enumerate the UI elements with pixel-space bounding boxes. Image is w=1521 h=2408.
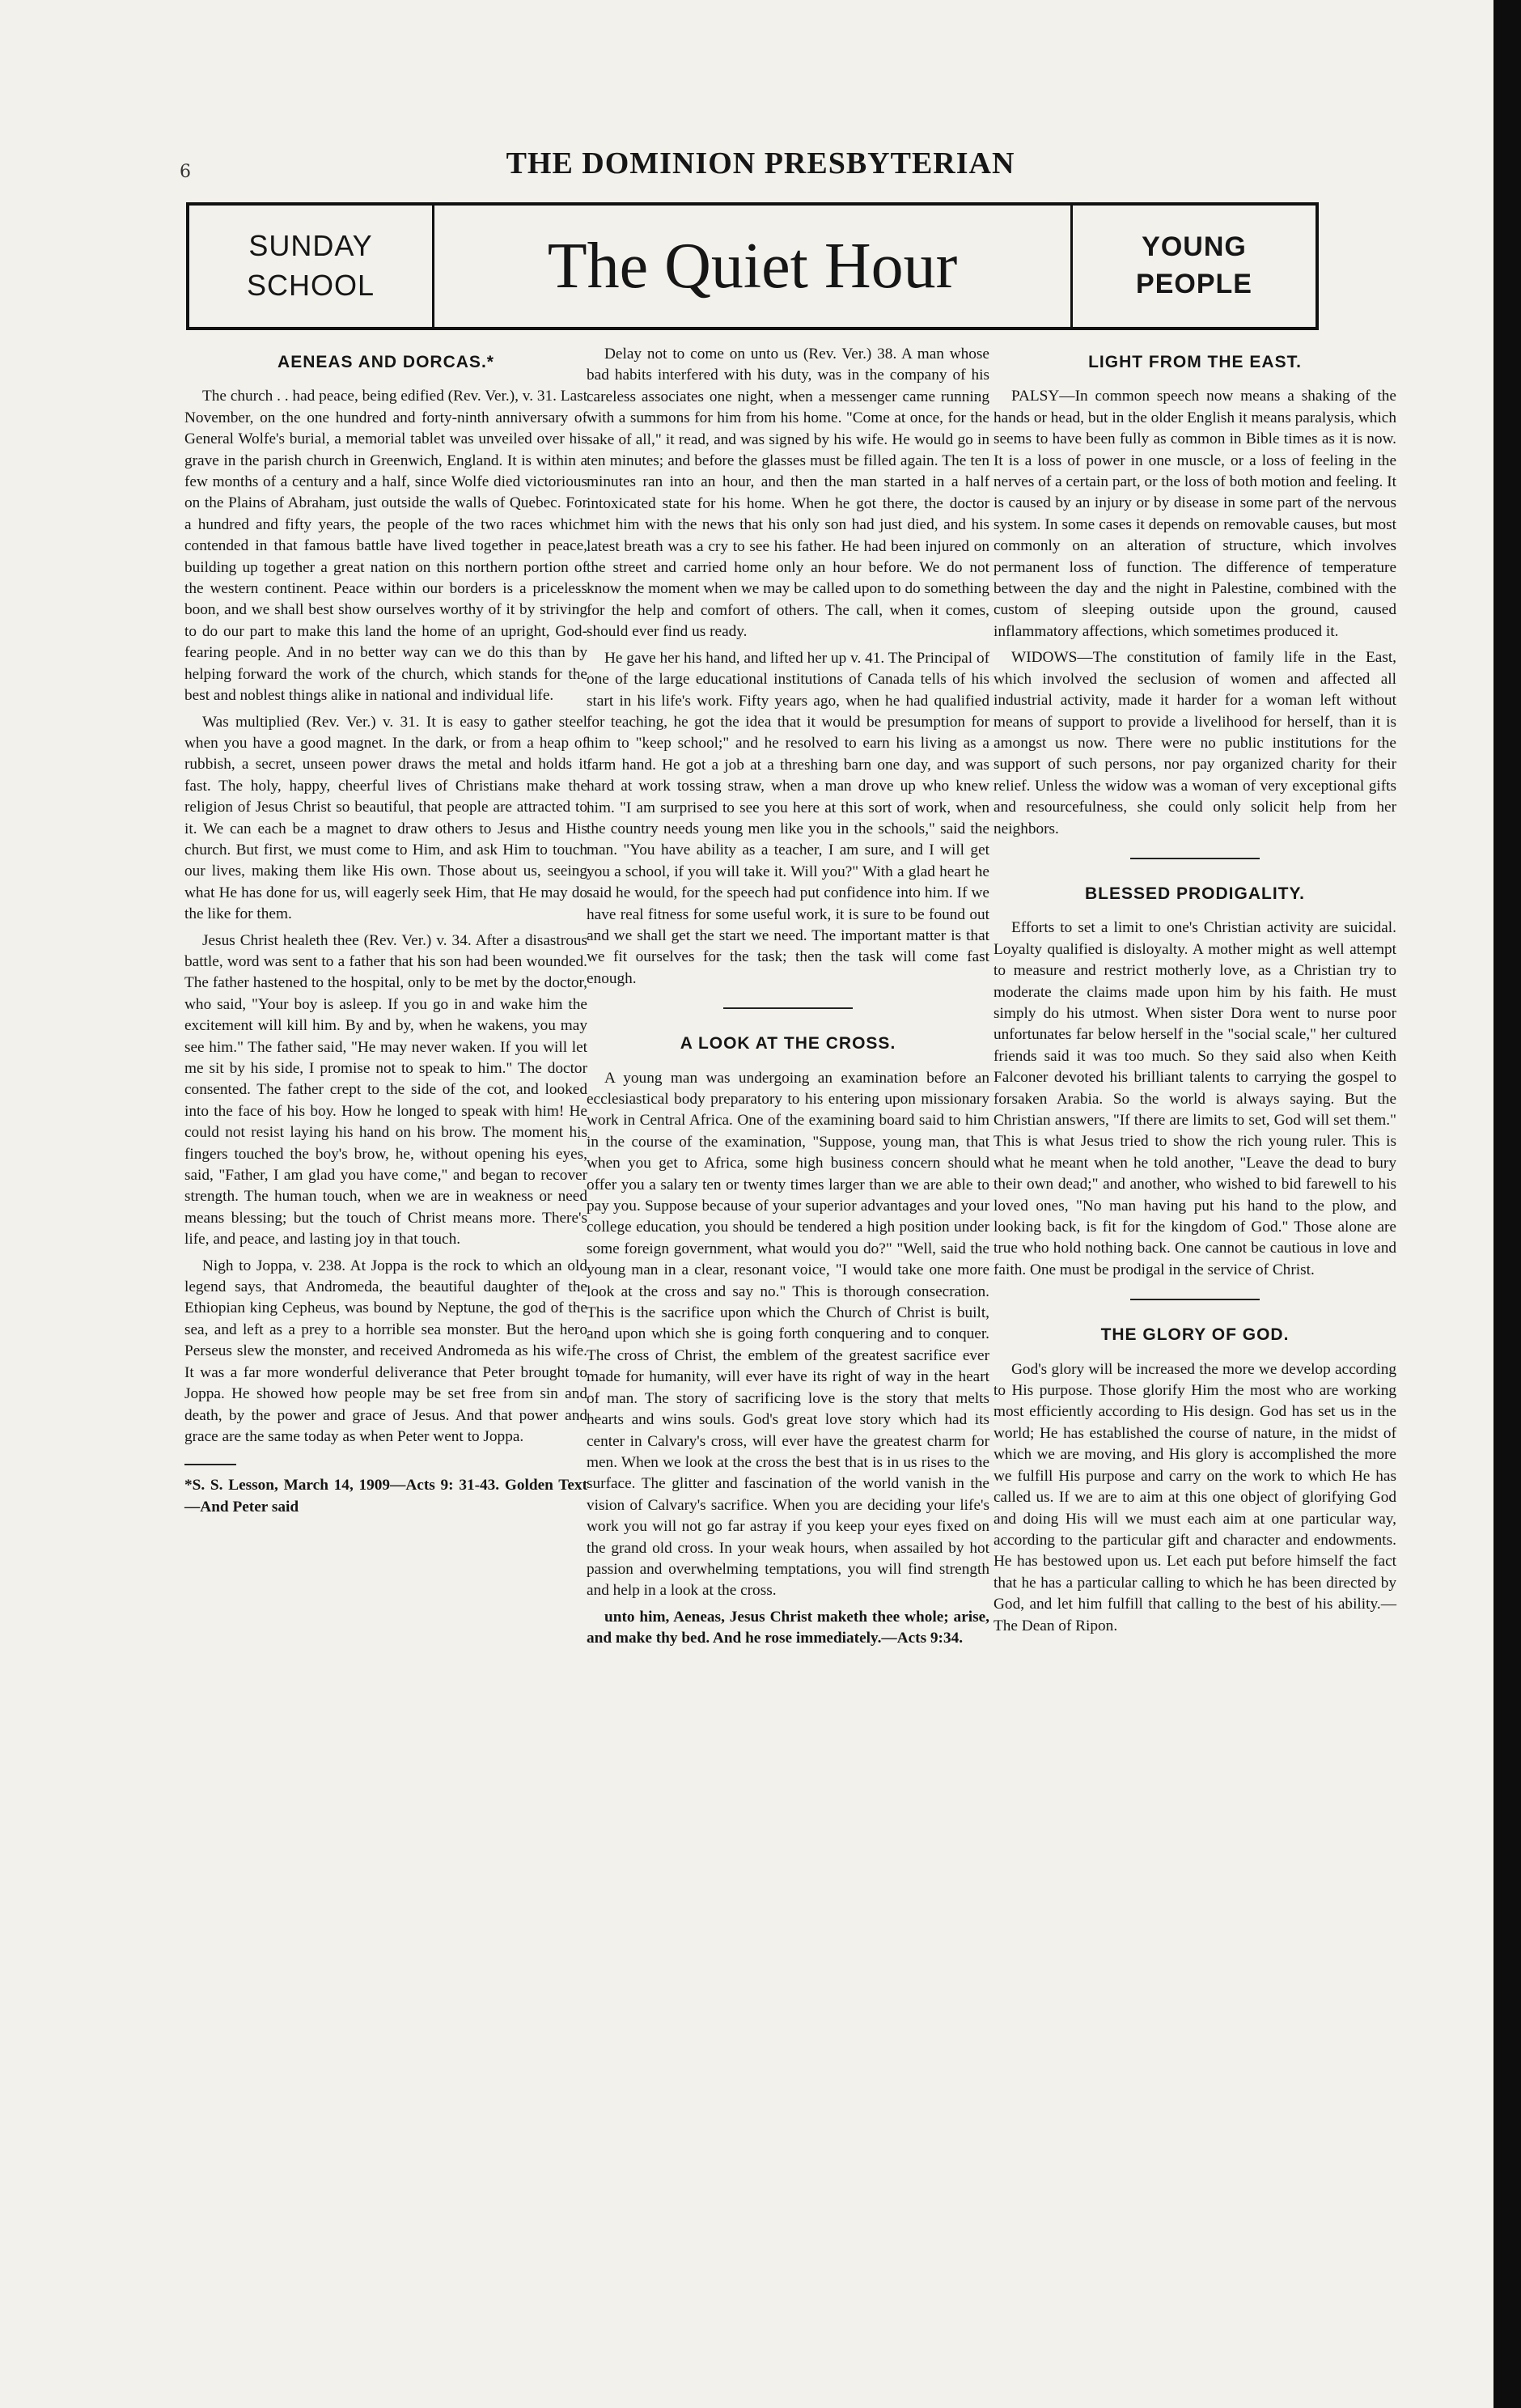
- article-paragraph: A young man was undergoing an examination before an ecclesiastical body preparatory to his entering upon missionary work in Central Africa. One of the examining board said to him in the course of the examination, "Suppose, young man, that when you get to Africa, some high business concern should offer you a salary ten or twenty times larger than we are able to pay you. Suppose because of your superior advantages and your college education, you should be tendered a high position under some foreign government, what would you do?" "Well, said the young man in a clear, resonant voice, "I would take one more look at the cross and say no." This is thorough consecration. This is the sacrifice upon which the Church of Christ is built, and upon which she is going forth conquering and to conquer. The cross of Christ, the emblem of the greatest sacrifice ever made for humanity, will ever have its right of way in the heart of man. The story of sacrificing love is the story that melts hearts and wins souls. God's great love story which had its center in Calvary's cross, will ever have the greatest charm for men. When we look at the cross the best that is in us rises to the surface. The glitter and fascination of the world vanish in the vision of Calvary's sacrifice. When you are deciding your life's work you will not go far astray if you keep your eyes fixed on the grand old cross. In your weak hours, when assailed by hot passion and overwhelming temptations, you will find strength and help in a look at the cross.: [587, 1069, 989, 1600]
- column-1: [184, 344, 587, 1523]
- footnote-rule: [184, 1464, 236, 1465]
- section-divider: [1130, 858, 1260, 859]
- article-paragraph: God's glory will be increased the more we develop according to His purpose. Those glorify Him the most who are working most efficiently according to His design. God has set us in the world; He has established the course of nature, in the midst of which we are moving, and His glory is accomplished the more we fulfill His purpose and carry on the work to which He has called us. If we are to aim at this one object of glorifying God and doing His will we must each aim at one particular way, according to the particular gift and character and endowments. He has bestowed upon us. Let each put before himself the fact that he has a particular calling to which he has been directed by God, and let him fulfill that calling to the best of his ability.—The Dean of Ripon.: [994, 1360, 1396, 1634]
- article-title-glory: THE GLORY OF GOD.: [1100, 1325, 1290, 1345]
- lesson-footnote-continued: unto him, Aeneas, Jesus Christ maketh thee whole; arise, and make thy bed. And he rose immediately.—Acts 9:34.: [587, 1608, 989, 1647]
- lesson-footnote: *S. S. Lesson, March 14, 1909—Acts 9: 31-43. Golden Text—And Peter said: [184, 1477, 587, 1516]
- masthead: THE DOMINION PRESBYTERIAN: [506, 146, 1015, 180]
- sunday-label: SUNDAY: [248, 229, 373, 263]
- article-title-aeneas: AENEAS AND DORCAS.*: [278, 353, 494, 371]
- article-paragraph: Was multiplied (Rev. Ver.) v. 31. It is easy to gather steel when you have a good magnet. In the dark, or from a heap of rubbish, a secret, unseen power draws the metal and holds it fast. The holy, happy, cheerful lives of Christians make the religion of Jesus Christ so beautiful, that people are attracted to it. We can each be a magnet to draw others to Jesus and His church. But first, we must come to Him, and ask Him to touch our lives, making them like His own. Those about us, seeing what He has done for us, will eagerly seek Him, that He may do the like for them.: [184, 713, 587, 923]
- sunday-school-label: [189, 206, 434, 327]
- column-3: [994, 344, 1396, 1642]
- article-title-light: LIGHT FROM THE EAST.: [1088, 353, 1302, 371]
- article-title-cross: A LOOK AT THE CROSS.: [680, 1034, 896, 1054]
- school-label: SCHOOL: [246, 269, 375, 302]
- page-edge: [1493, 0, 1521, 2408]
- article-paragraph: PALSY—In common speech now means a shaking of the hands or head, but in the older English it means paralysis, which seems to have been fully as common in Bible times as it is now. It is a loss of power in one muscle, or a loss of feeling in the nerves of a certain part, or the loss of both motion and feeling. It is caused by an injury or by disease in some part of the nervous system. In some cases it depends on removable causes, but most commonly on an alteration of structure, which involves permanent loss of function. The difference of temperature between the day and the night in Palestine, combined with the custom of sleeping outside upon the ground, caused inflammatory affections, which sometimes produced it.: [994, 388, 1396, 640]
- people-label: PEOPLE: [1136, 269, 1252, 299]
- article-title-prodigality: BLESSED PRODIGALITY.: [1084, 884, 1306, 903]
- page-mark: 6: [180, 162, 191, 182]
- article-paragraph: The church . . had peace, being edified (Rev. Ver.), v. 31. Last November, on the one hundred and forty-ninth anniversary of General Wolfe's burial, a memorial tablet was unveiled over his grave in the parish church in Greenwich, England. It is within a few months of a century and a half, since Wolfe died victorious on the Plains of Abraham, just outside the walls of Quebec. For a hundred and fifty years, the people of the two races which contended in that famous battle have lived together in peace, building up together a great nation on this northern portion of the western continent. Peace within our borders is a priceless boon, and we shall best show ourselves worthy of it by striving to do our part to make this land the home of an upright, God-fearing people. And in no better way can we do this than by helping forward the work of the church, which stands for the best and noblest things alike in national and individual life.: [184, 388, 587, 705]
- young-people-label: [1070, 206, 1316, 327]
- young-label: YOUNG: [1142, 231, 1247, 263]
- article-paragraph: WIDOWS—The constitution of family life in the East, which involved the seclusion of women and affected all industrial activity, made it harder for a woman left without means of support to provide a livelihood for herself, than it is amongst us now. There were no public institutions for the support of such persons, nor pay organized charity for their relief. Unless the widow was a woman of very exceptional gifts and resourcefulness, she could only solicit help from her neighbors.: [994, 649, 1396, 837]
- article-paragraph: Nigh to Joppa, v. 238. At Joppa is the rock to which an old legend says, that Andromeda, the beautiful daughter of the Ethiopian king Cepheus, was bound by Neptune, the god of the sea, and left as a prey to a horrible sea monster. But the hero Perseus slew the monster, and received Andromeda as his wife. It was a far more wonderful deliverance that Peter brought to Joppa. He showed how people may be set free from sin and death, by the power and grace of Jesus. And that power and grace are the same today as when Peter went to Joppa.: [184, 1257, 587, 1445]
- section-header-box: [186, 202, 1319, 330]
- article-paragraph: Delay not to come on unto us (Rev. Ver.) 38. A man whose bad habits interfered with his duty, was in the company of his careless associates one night, when a messenger came running with a summons for him from his home. "Come at once, for the sake of all," it read, and was signed by his wife. He would go in ten minutes; and before the glasses must be filled again. The ten minutes ran into an hour, and then the man started in a half intoxicated state for his home. When he got there, the doctor met him with the news that his only son had just died, and his latest breath was a cry to see his father. He had been injured on the street and carried home only an hour before. We do not know the moment when we may be called upon to do something for the help and comfort of others. The call, when it comes, should ever find us ready.: [587, 346, 989, 641]
- section-title: The Quiet Hour: [547, 230, 958, 302]
- section-divider: [1130, 1299, 1260, 1300]
- section-divider: [723, 1007, 853, 1009]
- article-paragraph: Jesus Christ healeth thee (Rev. Ver.) v. 34. After a disastrous battle, word was sent to a father that his son had been wounded. The father hastened to the hospital, only to be met by the doctor, who said, "Your boy is asleep. If you go in and wake him the excitement will kill him. By and by, when he wakens, you may see him." The father said, "He may never waken. If you will let me sit by his side, I promise not to speak to him." The doctor consented. The father crept to the side of the cot, and looked into the face of his boy. How he longed to speak with him! He could not resist laying his hand on his brow. The moment his fingers touched the boy's brow, he, without opening his eyes, said, "Father, I am glad you have come," and began to recover strength. The human touch, when we are in weakness or need means blessing; but the touch of Christ means more. There's life, and peace, and lasting joy in that touch.: [184, 931, 587, 1249]
- article-paragraph: Efforts to set a limit to one's Christian activity are suicidal. Loyalty qualified is disloyalty. A mother might as well attempt to measure and restrict motherly love, as a Christian try to moderate the claims made upon him by his faith. He must simply do his utmost. When sister Dora went to nurse poor unfortunates far below herself in the "social scale," her cultured friends said it was too much. So they said also when Keith Falconer devoted his brilliant talents to carrying the gospel to forsaken Arabia. So the world is always saying. But the Christian answers, "If there are limits to set, God will set them." This is what Jesus tried to show the rich young ruler. This is what he meant when he told another, "Leave the dead to bury their own dead;" and another, who wished to bid farewell to his loved ones, "No man having put his hand to the plow, and looking back, is fit for the kingdom of God." Those alone are true who hold nothing back. One cannot be cautious in love and faith. One must be prodigal in the service of Christ.: [994, 919, 1396, 1278]
- column-2: [587, 344, 989, 1655]
- article-paragraph: He gave her his hand, and lifted her up v. 41. The Principal of one of the large educational institutions of Canada tells of his start in his life's work. Fifty years ago, when he had qualified for teaching, he got the idea that it would be presumption for him to "keep school;" and he resolved to earn his living as a farm hand. He got a job at a threshing barn one day, and was hard at work tossing straw, when a man drove up who knew him. "I am surprised to see you here at this sort of work, when the country needs young men like you in the schools," said the man. "You have ability as a teacher, I am sure, and I will get you a school, if you will take it. Will you?" With a glad heart he said he would, for the speech had put confidence into him. If we have real fitness for some useful work, it is sure to be found out and we shall get the start we need. The important matter is that we fit ourselves for the task; then the task will come fast enough.: [587, 649, 990, 987]
